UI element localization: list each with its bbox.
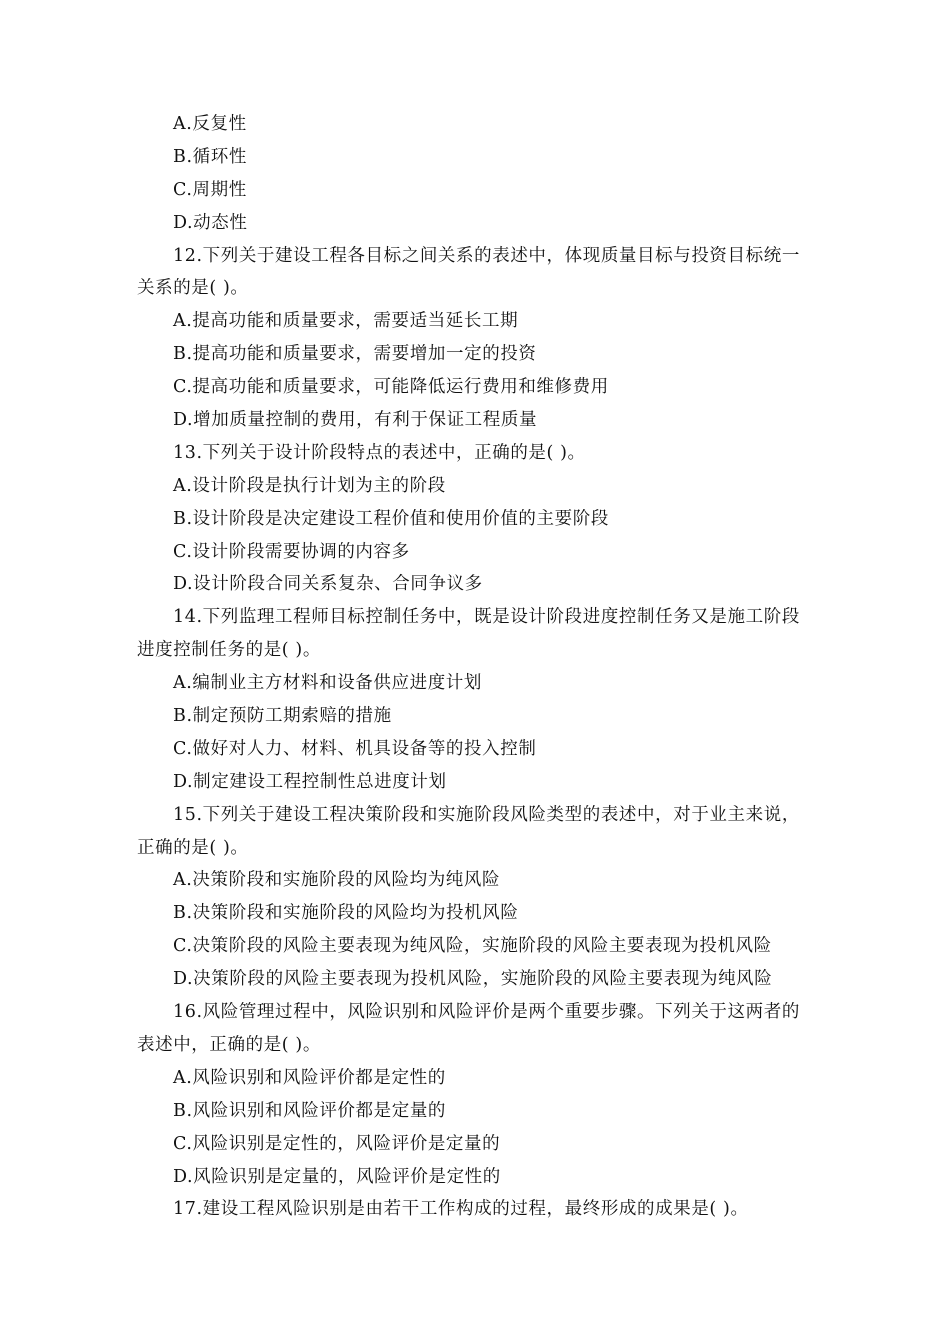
q13-option-d: D.设计阶段合同关系复杂、合同争议多 — [173, 574, 483, 595]
q13-option-a: A.设计阶段是执行计划为主的阶段 — [173, 475, 446, 496]
q14-stem: 14.下列监理工程师目标控制任务中，既是设计阶段进度控制任务又是施工阶段 — [173, 607, 800, 628]
q16-stem: 16.风险管理过程中，风险识别和风险评价是两个重要步骤。下列关于这两者的 — [173, 1002, 800, 1023]
q12-stem: 12.下列关于建设工程各目标之间关系的表述中，体现质量目标与投资目标统一 — [173, 245, 800, 266]
q13-stem: 13.下列关于设计阶段特点的表述中，正确的是( )。 — [173, 442, 586, 463]
q17-stem: 17.建设工程风险识别是由若干工作构成的过程，最终形成的成果是( )。 — [173, 1199, 749, 1220]
q12-option-c: C.提高功能和质量要求，可能降低运行费用和维修费用 — [173, 377, 609, 398]
q12-stem-continued: 关系的是( )。 — [137, 278, 249, 299]
q14-option-d: D.制定建设工程控制性总进度计划 — [173, 771, 447, 792]
q15-option-b: B.决策阶段和实施阶段的风险均为投机风险 — [173, 903, 519, 924]
q11-option-a: A.反复性 — [173, 114, 247, 134]
q12-option-a: A.提高功能和质量要求，需要适当延长工期 — [173, 311, 519, 332]
q12-option-b: B.提高功能和质量要求，需要增加一定的投资 — [173, 344, 537, 365]
q15-stem: 15.下列关于建设工程决策阶段和实施阶段风险类型的表述中，对于业主来说， — [173, 804, 800, 825]
q14-option-c: C.做好对人力、材料、机具设备等的投入控制 — [173, 738, 537, 759]
q16-option-c: C.风险识别是定性的，风险评价是定量的 — [173, 1133, 501, 1154]
q16-stem-continued: 表述中，正确的是( )。 — [137, 1034, 321, 1055]
q14-option-b: B.制定预防工期索赔的措施 — [173, 706, 392, 727]
q11-option-b: B.循环性 — [173, 146, 247, 167]
q14-stem-continued: 进度控制任务的是( )。 — [137, 640, 321, 661]
q15-stem-continued: 正确的是( )。 — [137, 837, 249, 858]
q13-option-b: B.设计阶段是决定建设工程价值和使用价值的主要阶段 — [173, 508, 609, 529]
q11-option-c: C.周期性 — [173, 179, 247, 200]
q15-option-a: A.决策阶段和实施阶段的风险均为纯风险 — [173, 870, 501, 891]
exam-questions — [137, 108, 837, 1226]
q15-option-c: C.决策阶段的风险主要表现为纯风险，实施阶段的风险主要表现为投机风险 — [173, 936, 772, 957]
q15-option-d: D.决策阶段的风险主要表现为投机风险，实施阶段的风险主要表现为纯风险 — [173, 969, 773, 990]
q16-option-a: A.风险识别和风险评价都是定性的 — [173, 1067, 446, 1088]
q16-option-d: D.风险识别是定量的，风险评价是定性的 — [173, 1166, 501, 1187]
q13-option-c: C.设计阶段需要协调的内容多 — [173, 541, 410, 562]
q11-option-d: D.动态性 — [173, 212, 248, 233]
q14-option-a: A.编制业主方材料和设备供应进度计划 — [173, 673, 482, 694]
q16-option-b: B.风险识别和风险评价都是定量的 — [173, 1100, 447, 1121]
q12-option-d: D.增加质量控制的费用，有利于保证工程质量 — [173, 410, 538, 431]
